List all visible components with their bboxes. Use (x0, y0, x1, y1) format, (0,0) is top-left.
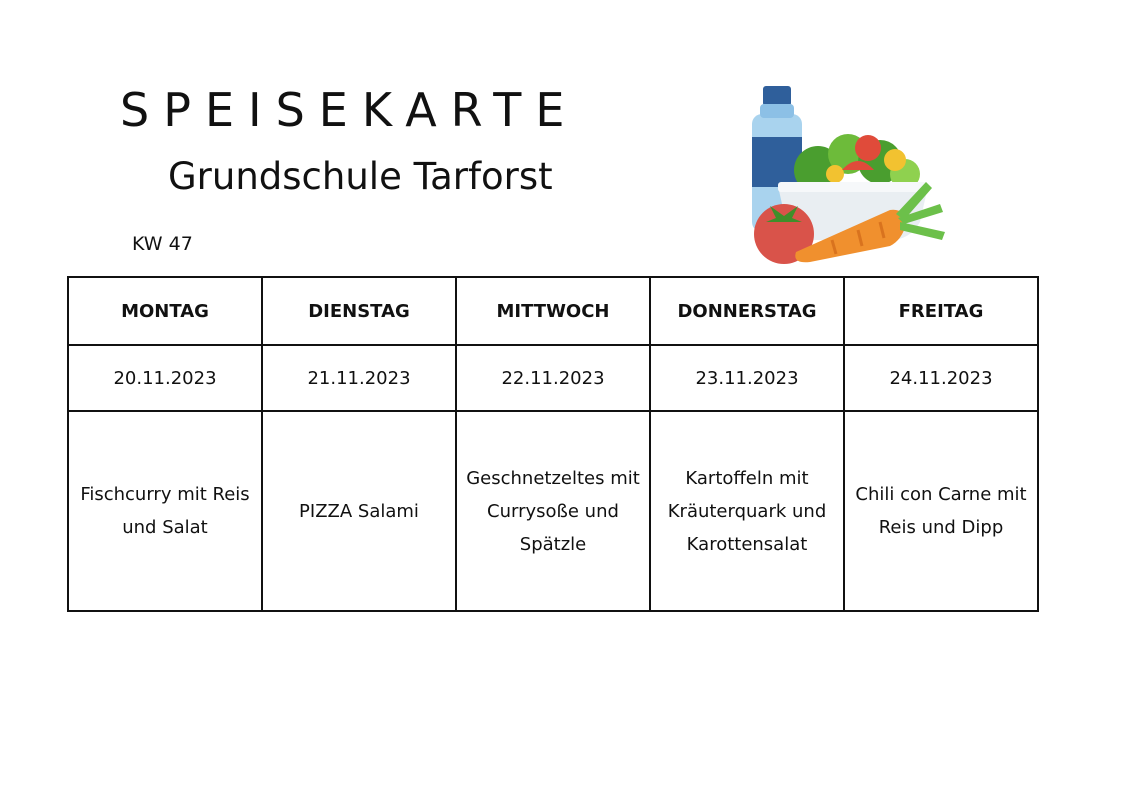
date-row (68, 345, 1038, 411)
meal-wednesday: Geschnetzeltes mit Currysoße und Spätzle (456, 411, 650, 611)
weekday-tuesday: DIENSTAG (262, 277, 456, 345)
weekday-thursday: DONNERSTAG (650, 277, 844, 345)
date-monday: 20.11.2023 (68, 345, 262, 411)
date-thursday: 23.11.2023 (650, 345, 844, 411)
weekday-wednesday: MITTWOCH (456, 277, 650, 345)
calendar-week: KW 47 (132, 233, 193, 255)
meal-row (68, 411, 1038, 611)
meal-friday: Chili con Carne mit Reis und Dipp (844, 411, 1038, 611)
date-tuesday: 21.11.2023 (262, 345, 456, 411)
date-friday: 24.11.2023 (844, 345, 1038, 411)
date-wednesday: 22.11.2023 (456, 345, 650, 411)
meal-tuesday: PIZZA Salami (262, 411, 456, 611)
food-drink-illustration-icon (740, 82, 950, 267)
menu-title: SPEISEKARTE (120, 83, 579, 137)
weekday-monday: MONTAG (68, 277, 262, 345)
weekday-friday: FREITAG (844, 277, 1038, 345)
weekly-menu-table (67, 276, 1039, 612)
school-name: Grundschule Tarforst (168, 155, 553, 198)
meal-thursday: Kartoffeln mit Kräuterquark und Karottensalat (650, 411, 844, 611)
meal-monday: Fischcurry mit Reis und Salat (68, 411, 262, 611)
weekday-header-row (68, 277, 1038, 345)
